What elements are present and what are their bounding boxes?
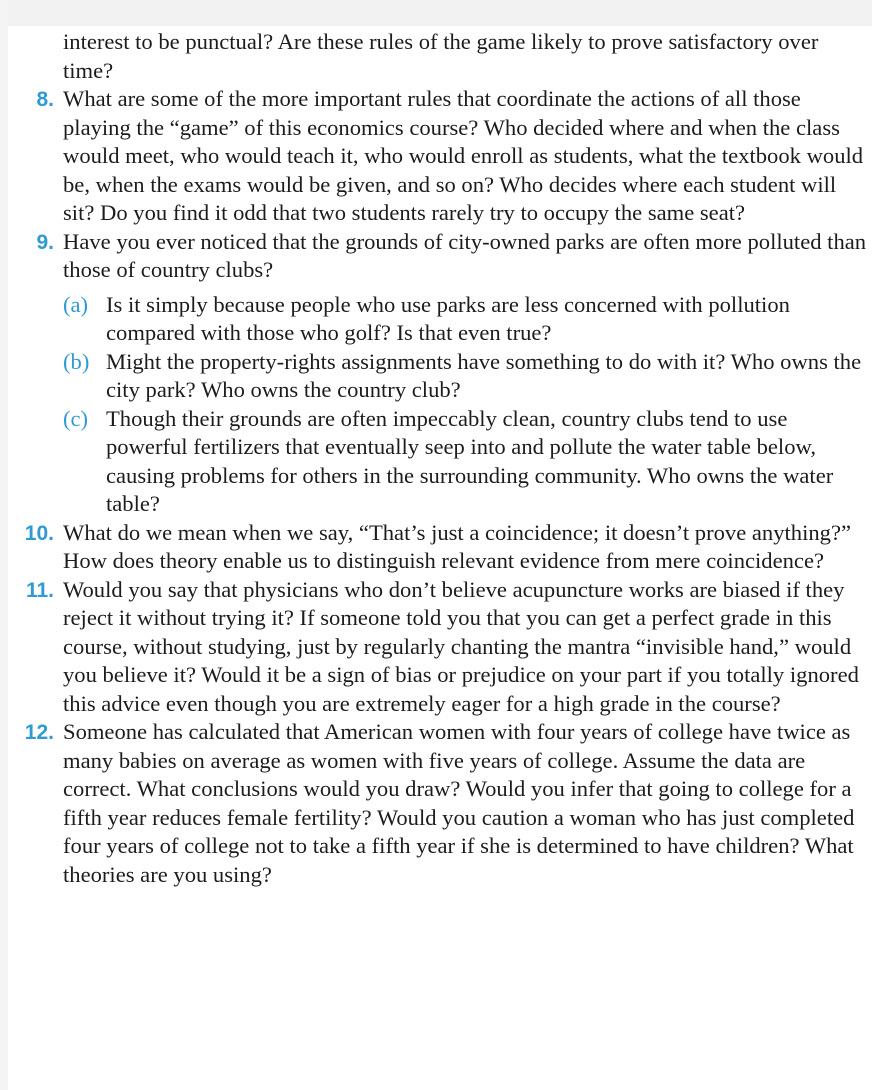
question-8 [14, 85, 870, 228]
question-number: 12. [24, 721, 54, 744]
question-number: 10. [24, 521, 54, 545]
question-9-parts [14, 291, 870, 519]
question-10 [14, 519, 870, 576]
part-text: Though their grounds are often impeccably clean, country clubs tend to use powerful fertilizers that eventually seep into and pollute the water table below, causing problems for others in the surrounding community. Who owns the water table? [106, 405, 834, 516]
question-text: Have you ever noticed that the grounds of city-owned parks are often more polluted than those of country clubs? [63, 228, 867, 282]
part-c [14, 405, 870, 519]
question-text: Someone has calculated that American women with four years of college have twice as many babies on average as women with five years of college. Assume the data are correct. What conclusions would you draw? Would you infer that going to college for a fifth year reduces female fertility? Would you caution a woman who has just completed four years of college not to take a fifth year if she is determined to have children? What theories are you using? [63, 719, 855, 887]
question-text: What are some of the more important rules that coordinate the actions of all those playing the “game” of this economics course? Who decided where and when the class would meet, who would teach it, who would enroll as students, what the textbook would be, when the exams would be given, and so on? Who decides where each student will sit? Do you find it odd that two students rarely try to occupy the same seat? [63, 86, 864, 225]
part-letter: (b) [63, 348, 90, 374]
continuation-text: interest to be punctual? Are these rules of the game likely to prove satisfactory over time? [63, 29, 819, 83]
question-number: 11. [25, 578, 54, 602]
question-text: What do we mean when we say, “That’s just a coincidence; it doesn’t prove anything?” How does theory enable us to distinguish relevant evidence from mere coincidence? [63, 519, 852, 573]
question-number: 9. [36, 230, 54, 254]
part-text: Might the property-rights assignments have something to do with it? Who owns the city park? Who owns the country club? [106, 348, 862, 402]
top-bar [0, 0, 872, 26]
part-b [14, 348, 870, 405]
question-number: 8. [36, 88, 54, 111]
question-text: Would you say that physicians who don’t believe acupuncture works are biased if they reject it without trying it? If someone told you that you can get a perfect grade in this course, without studying, just by regularly chanting the mantra “invisible hand,” would you believe it? Would it be a sign of bias or prejudice on your part if you totally ignored this advice even though you are extremely eager for a high grade in the course? [63, 576, 859, 716]
part-letter: (c) [63, 405, 89, 431]
part-text: Is it simply because people who use parks are less concerned with pollution compared with those who golf? Is that even true? [106, 291, 790, 345]
left-edge [0, 0, 8, 1090]
part-letter: (a) [63, 291, 89, 317]
question-12 [14, 718, 870, 889]
question-11 [14, 576, 870, 719]
part-a [14, 291, 870, 348]
question-9 [14, 228, 870, 285]
page-content [14, 28, 870, 889]
